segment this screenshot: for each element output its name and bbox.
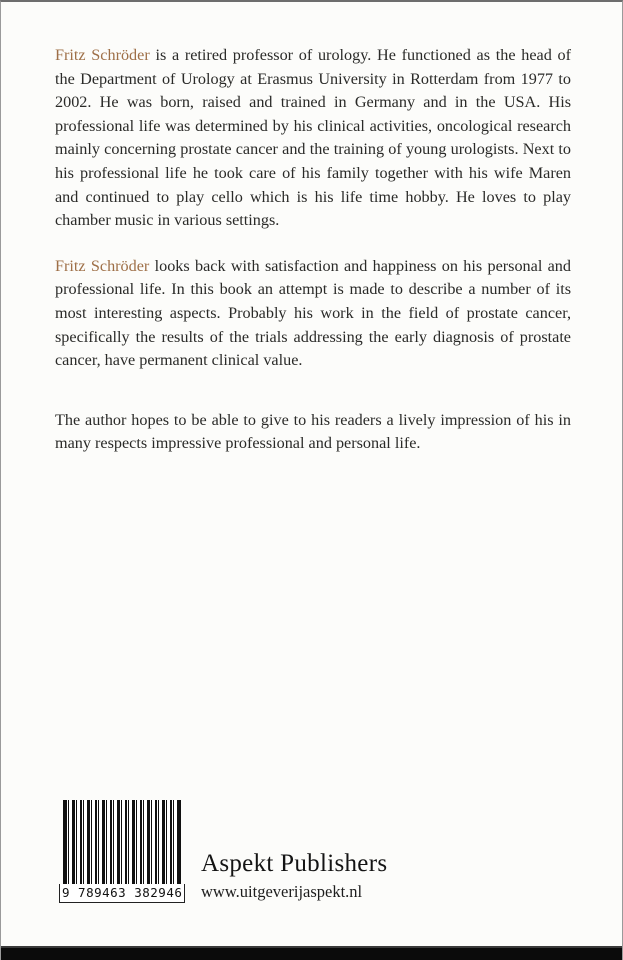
blurb: [55, 44, 571, 478]
book-bottom-edge: [1, 946, 622, 960]
author-name: Fritz Schröder: [55, 256, 150, 275]
paragraph-bio: [55, 44, 571, 233]
publisher-url: www.uitgeverijaspekt.nl: [201, 882, 363, 901]
paragraph-book: [55, 255, 571, 373]
publisher-name: Aspekt Publishers: [201, 850, 388, 877]
paragraph-text: is a retired professor of urology. He functioned as the head of the Department of Urology at Erasmus University in Rotterdam from 1977 to 2002. He was born, raised and trained in Germany and in the USA. His professional life was determined by his clinical activities, oncological research mainly concerning prostate cancer and the training of young urologists. Next to his professional life he took care of his family together with his wife Maren and continued to play cello which is his life time hobby. He loves to play chamber music in various settings.: [55, 46, 571, 230]
isbn-digits: 9 789463 382946: [59, 884, 185, 903]
author-name: Fritz Schröder: [55, 46, 150, 64]
barcode: [63, 800, 181, 884]
publisher-block: [201, 850, 387, 902]
isbn-barcode-block: [63, 800, 181, 903]
paragraph-text: The author hopes to be able to give to his readers a lively impression of his in many respects impressive professional and personal life.: [55, 410, 571, 453]
paragraph-closing: [55, 409, 571, 456]
paragraph-text: looks back with satisfaction and happiness on his personal and professional life. In this book an attempt is made to describe a number of its most interesting aspects. Probably his work in the field of prostate cancer, specifically the results of the trials addressing the early diagnosis of prostate cancer, have permanent clinical value.: [55, 256, 571, 370]
